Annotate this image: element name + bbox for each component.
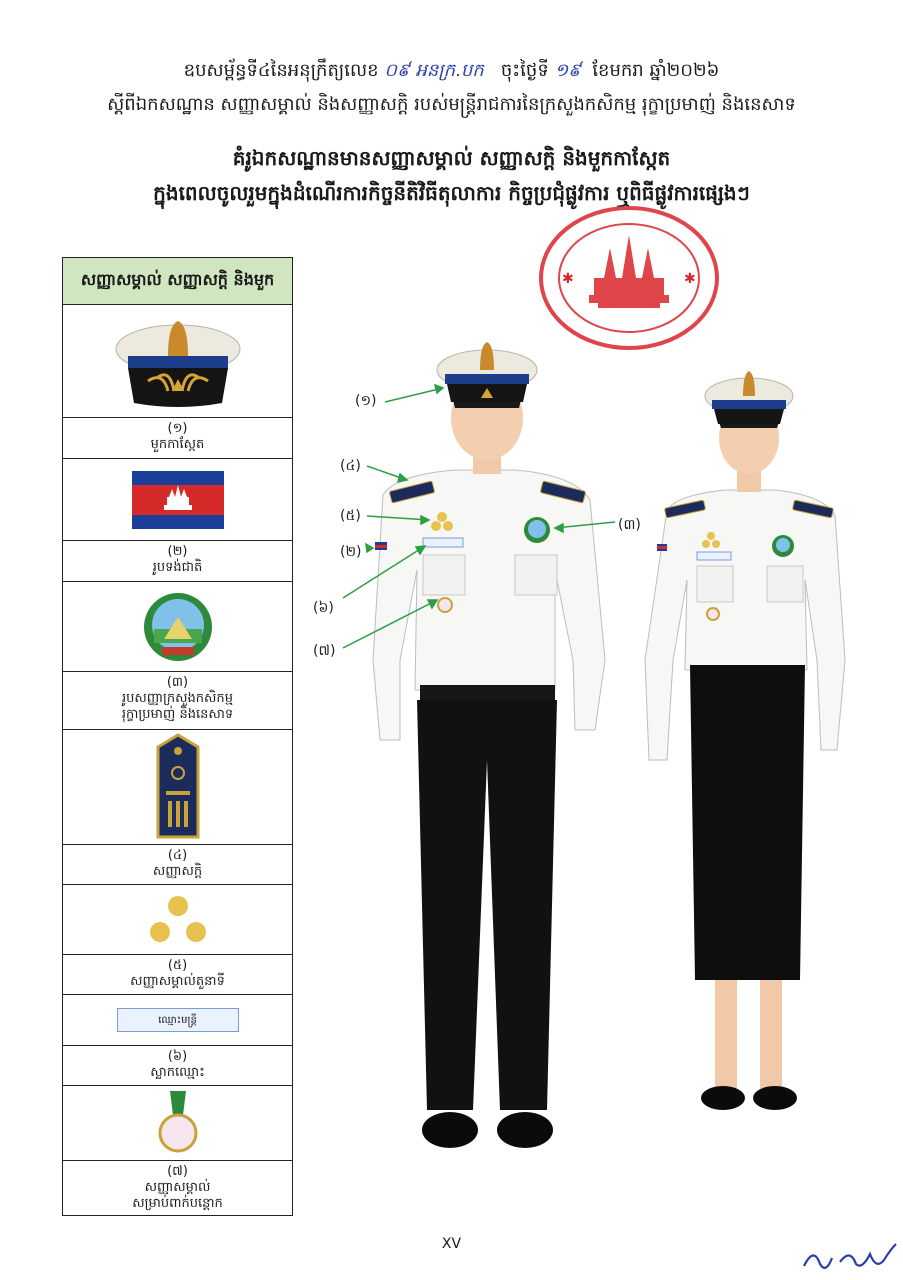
legend-item-3: (៣) រូបសញ្ញាក្រសួងកសិកម្ម រុក្ខាប្រមាញ់ និងនេសាទ [63,672,292,730]
legend-item-5: (៥) សញ្ញាសម្គាល់តួនាទី [63,955,292,995]
legend-flag-image [63,459,292,541]
legend-position-badge-image [63,885,292,955]
ministry-emblem-icon [140,589,216,665]
legend-item-2: (២) រូបទង់ជាតិ [63,541,292,582]
svg-text:✱: ✱ [562,271,574,287]
callout-4: (៤) [340,458,361,474]
shoulder-board-icon [153,733,203,841]
legend-epaulette-image [63,730,292,845]
callout-5: (៥) [340,508,361,524]
legend-pendant-image [63,1086,292,1161]
page-title-line2: ក្នុងពេលចូលរួមក្នុងដំណើរការកិច្ចនីតិវិធីតុលាការ កិច្ចប្រជុំផ្លូវការ ឬពិធីផ្លូវការផ្សេងៗ [153,181,750,205]
name-tag: ឈ្មោះមន្ត្រី [117,1008,239,1032]
annex-subject-line: ស្តីពីឯកសណ្ឋាន សញ្ញាសម្គាល់ និងសញ្ញាសក្តិ របស់មន្ត្រីរាជការនៃក្រសួងកសិកម្ម រុក្ខាប្រមាញ់ និងនេសាទ [107,94,796,115]
callout-1: (១) [355,393,377,409]
legend-cap-image [63,305,292,418]
callout-7: (៧) [313,643,336,659]
callout-6: (៦) [313,600,334,616]
annex-reference-line: ឧបសម្ព័ន្ធទី៤នៃអនុក្រឹត្យលេខ ០៩ អនក្រ.បក ចុះថ្ងៃទី ១៩ ខែមករា ឆ្នាំ២០២៦ [183,60,720,81]
svg-text:✱: ✱ [684,271,696,287]
cambodia-flag-icon [132,471,224,529]
legend-item-1: (១) មួកកាស្កែត [63,418,292,459]
uniform-figures [305,330,865,1230]
pendant-medal-icon [156,1089,200,1157]
insignia-legend-table [62,257,293,1216]
page-title-line1: គំរូឯកសណ្ឋានមានសញ្ញាសម្គាល់ សញ្ញាសក្តិ និងមួកកាស្កែត [232,146,671,170]
female-uniform-figure [645,371,845,1110]
legend-item-6: (៦) ស្លាកឈ្មោះ [63,1046,292,1086]
handwritten-day: ១៩ [554,60,581,81]
callout-3: (៣) [618,517,641,533]
legend-emblem-image [63,582,292,672]
position-badge-icon [146,894,210,946]
page-number: XV [441,1236,462,1252]
male-uniform-figure [373,342,605,1148]
legend-name-tag-image [63,995,292,1046]
legend-item-4: (៤) សញ្ញាសក្តិ [63,845,292,885]
kepi-cap-icon [108,311,248,411]
callout-2: (២) [340,544,362,560]
handwritten-decree-number: ០៩ អនក្រ.បក [384,60,484,81]
legend-item-7: (៧) សញ្ញាសម្គាល់ សម្រាប់ពាក់បន្តោក [132,1164,223,1211]
handwritten-signature [800,1240,900,1278]
legend-header: សញ្ញាសម្គាល់ សញ្ញាសក្តិ និងមួក [63,258,292,305]
